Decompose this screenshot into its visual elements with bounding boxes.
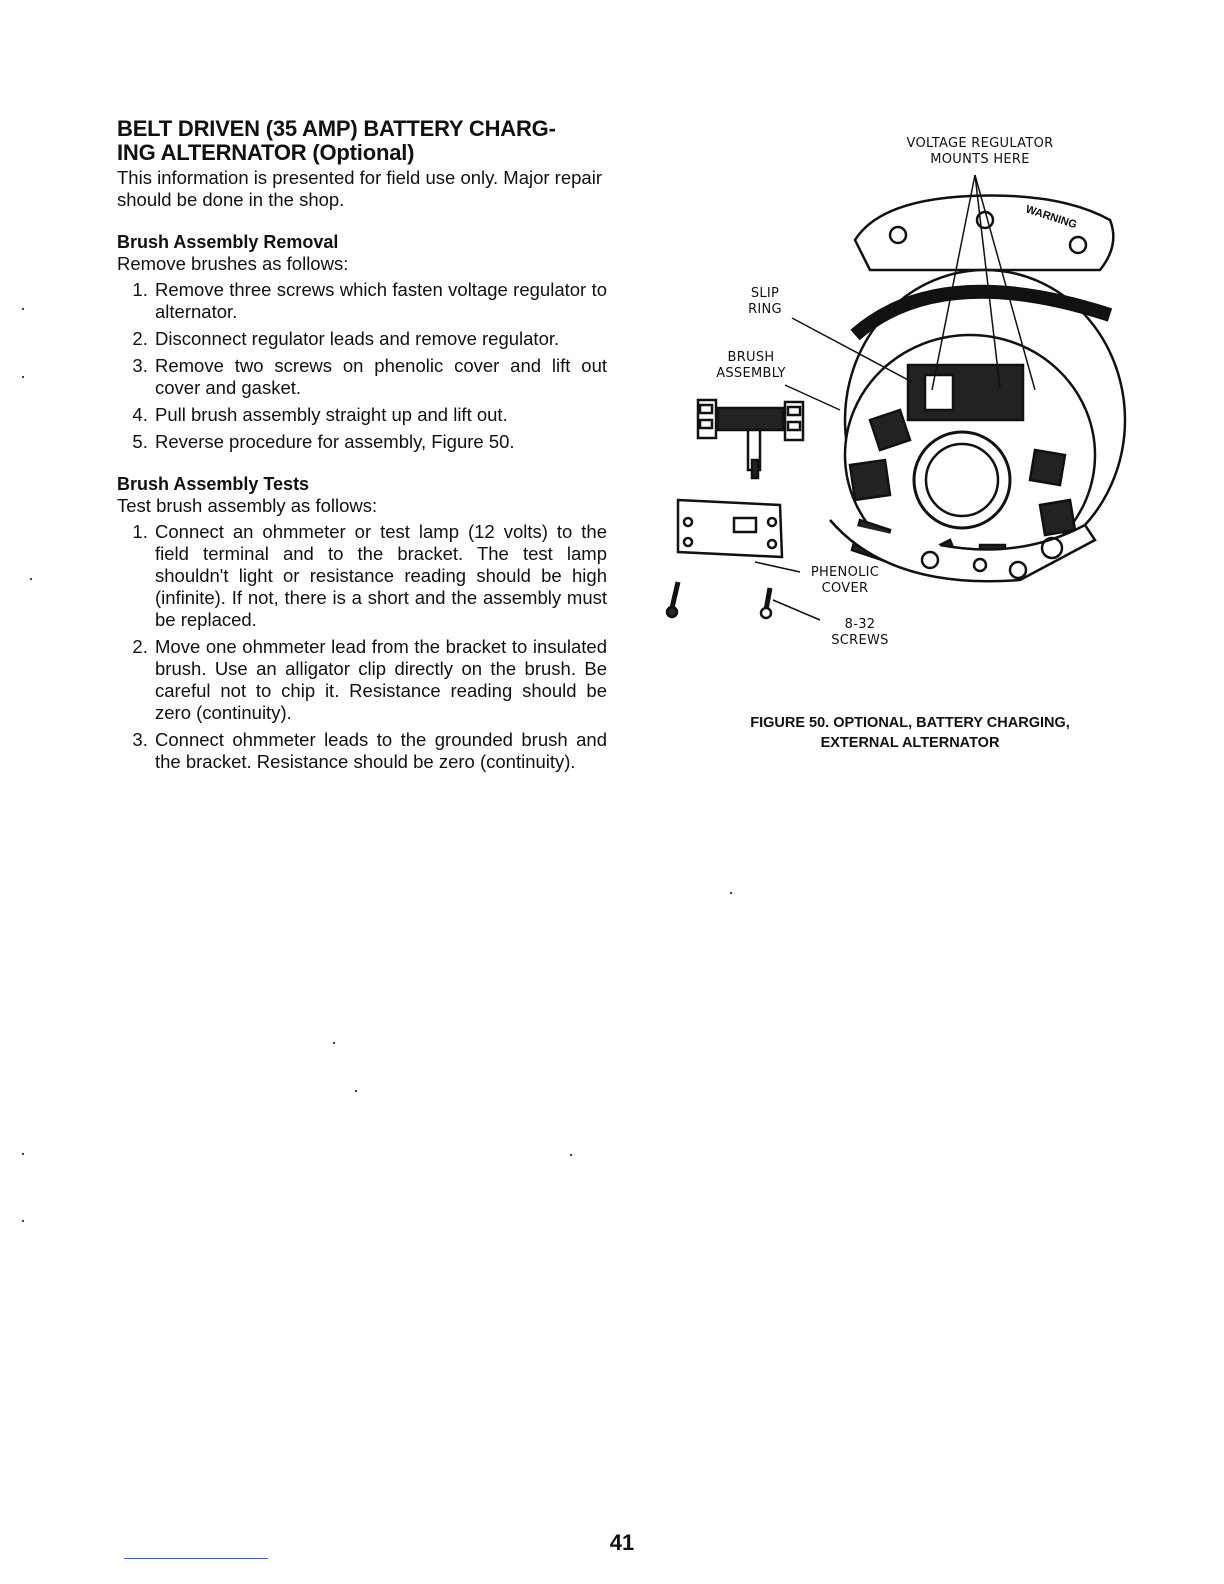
intro-paragraph: This information is presented for field use only. Major repair should be done in the shop.	[117, 167, 602, 210]
label-screws	[820, 617, 900, 649]
label-slip-ring-line1: SLIP	[750, 286, 780, 301]
removal-step: 2. Disconnect regulator leads and remove regulator.	[153, 328, 607, 350]
tests-lead: Test brush assembly as follows:	[117, 495, 378, 516]
page-number: 41	[609, 1530, 635, 1555]
label-voltage-regulator-line2: MOUNTS HERE	[930, 152, 1030, 167]
tests-step: 1. Connect an ohmmeter or test lamp (12 volts) to the field terminal and to the bracket. The test lamp shouldn't light or resistance reading should be high (infinite). If not, there is a short and the assembly must be replaced.	[153, 521, 607, 631]
label-phenolic-cover-line1: PHENOLIC	[810, 565, 880, 580]
figure-caption-line1: FIGURE 50. OPTIONAL, BATTERY CHARGING,	[750, 715, 1070, 731]
alternator-illustration	[640, 120, 1140, 660]
label-slip-ring-line2: RING	[748, 302, 782, 317]
figure-caption-line2: EXTERNAL ALTERNATOR	[820, 735, 1000, 751]
tests-steps	[117, 521, 607, 773]
scan-speck	[333, 1042, 335, 1044]
label-screws-line2: SCREWS	[831, 633, 889, 648]
label-phenolic-cover-line2: COVER	[821, 581, 869, 596]
label-brush-assembly-line1: BRUSH	[727, 350, 775, 365]
scan-speck	[570, 1154, 572, 1156]
label-screws-line1: 8-32	[844, 617, 876, 632]
label-phenolic-cover	[800, 565, 890, 597]
removal-step: 1. Remove three screws which fasten voltage regulator to alternator.	[153, 279, 607, 323]
removal-step: 3. Remove two screws on phenolic cover and lift out cover and gasket.	[153, 355, 607, 399]
text-column	[117, 117, 607, 778]
label-slip-ring	[735, 286, 795, 318]
scan-speck	[22, 1153, 24, 1155]
warning-decal: WARNING	[1024, 203, 1079, 232]
scan-speck	[22, 308, 24, 310]
removal-steps	[117, 279, 607, 453]
tests-step: 3. Connect ohmmeter leads to the grounded brush and the bracket. Resistance should be zero (continuity).	[153, 729, 607, 773]
removal-step: 5. Reverse procedure for assembly, Figure 50.	[153, 431, 607, 453]
section-title	[117, 117, 607, 165]
label-voltage-regulator	[890, 136, 1070, 168]
removal-heading: Brush Assembly Removal	[117, 232, 339, 252]
section-title-line2: ING ALTERNATOR (Optional)	[117, 140, 415, 165]
removal-step: 4. Pull brush assembly straight up and lift out.	[153, 404, 607, 426]
scan-speck	[22, 1220, 24, 1222]
section-title-line1: BELT DRIVEN (35 AMP) BATTERY CHARG-	[117, 116, 556, 141]
scan-speck	[730, 892, 732, 894]
scan-speck	[22, 376, 24, 378]
scan-speck	[355, 1090, 357, 1092]
label-brush-assembly	[706, 350, 796, 382]
screws-part	[667, 582, 771, 618]
label-voltage-regulator-line1: VOLTAGE REGULATOR	[906, 136, 1054, 151]
tests-step: 2. Move one ohmmeter lead from the bracket to insulated brush. Use an alligator clip directly on the brush. Be careful not to chip it. Resistance reading should be zero (continuity).	[153, 636, 607, 724]
label-brush-assembly-line2: ASSEMBLY	[716, 366, 786, 381]
scan-speck	[30, 578, 32, 580]
tests-heading: Brush Assembly Tests	[117, 474, 310, 494]
figure-caption	[700, 713, 1120, 753]
phenolic-cover-part	[678, 500, 782, 557]
footer-rule	[124, 1558, 268, 1559]
removal-lead: Remove brushes as follows:	[117, 253, 349, 274]
brush-assembly-part	[698, 400, 803, 478]
alternator-figure	[640, 120, 1140, 660]
